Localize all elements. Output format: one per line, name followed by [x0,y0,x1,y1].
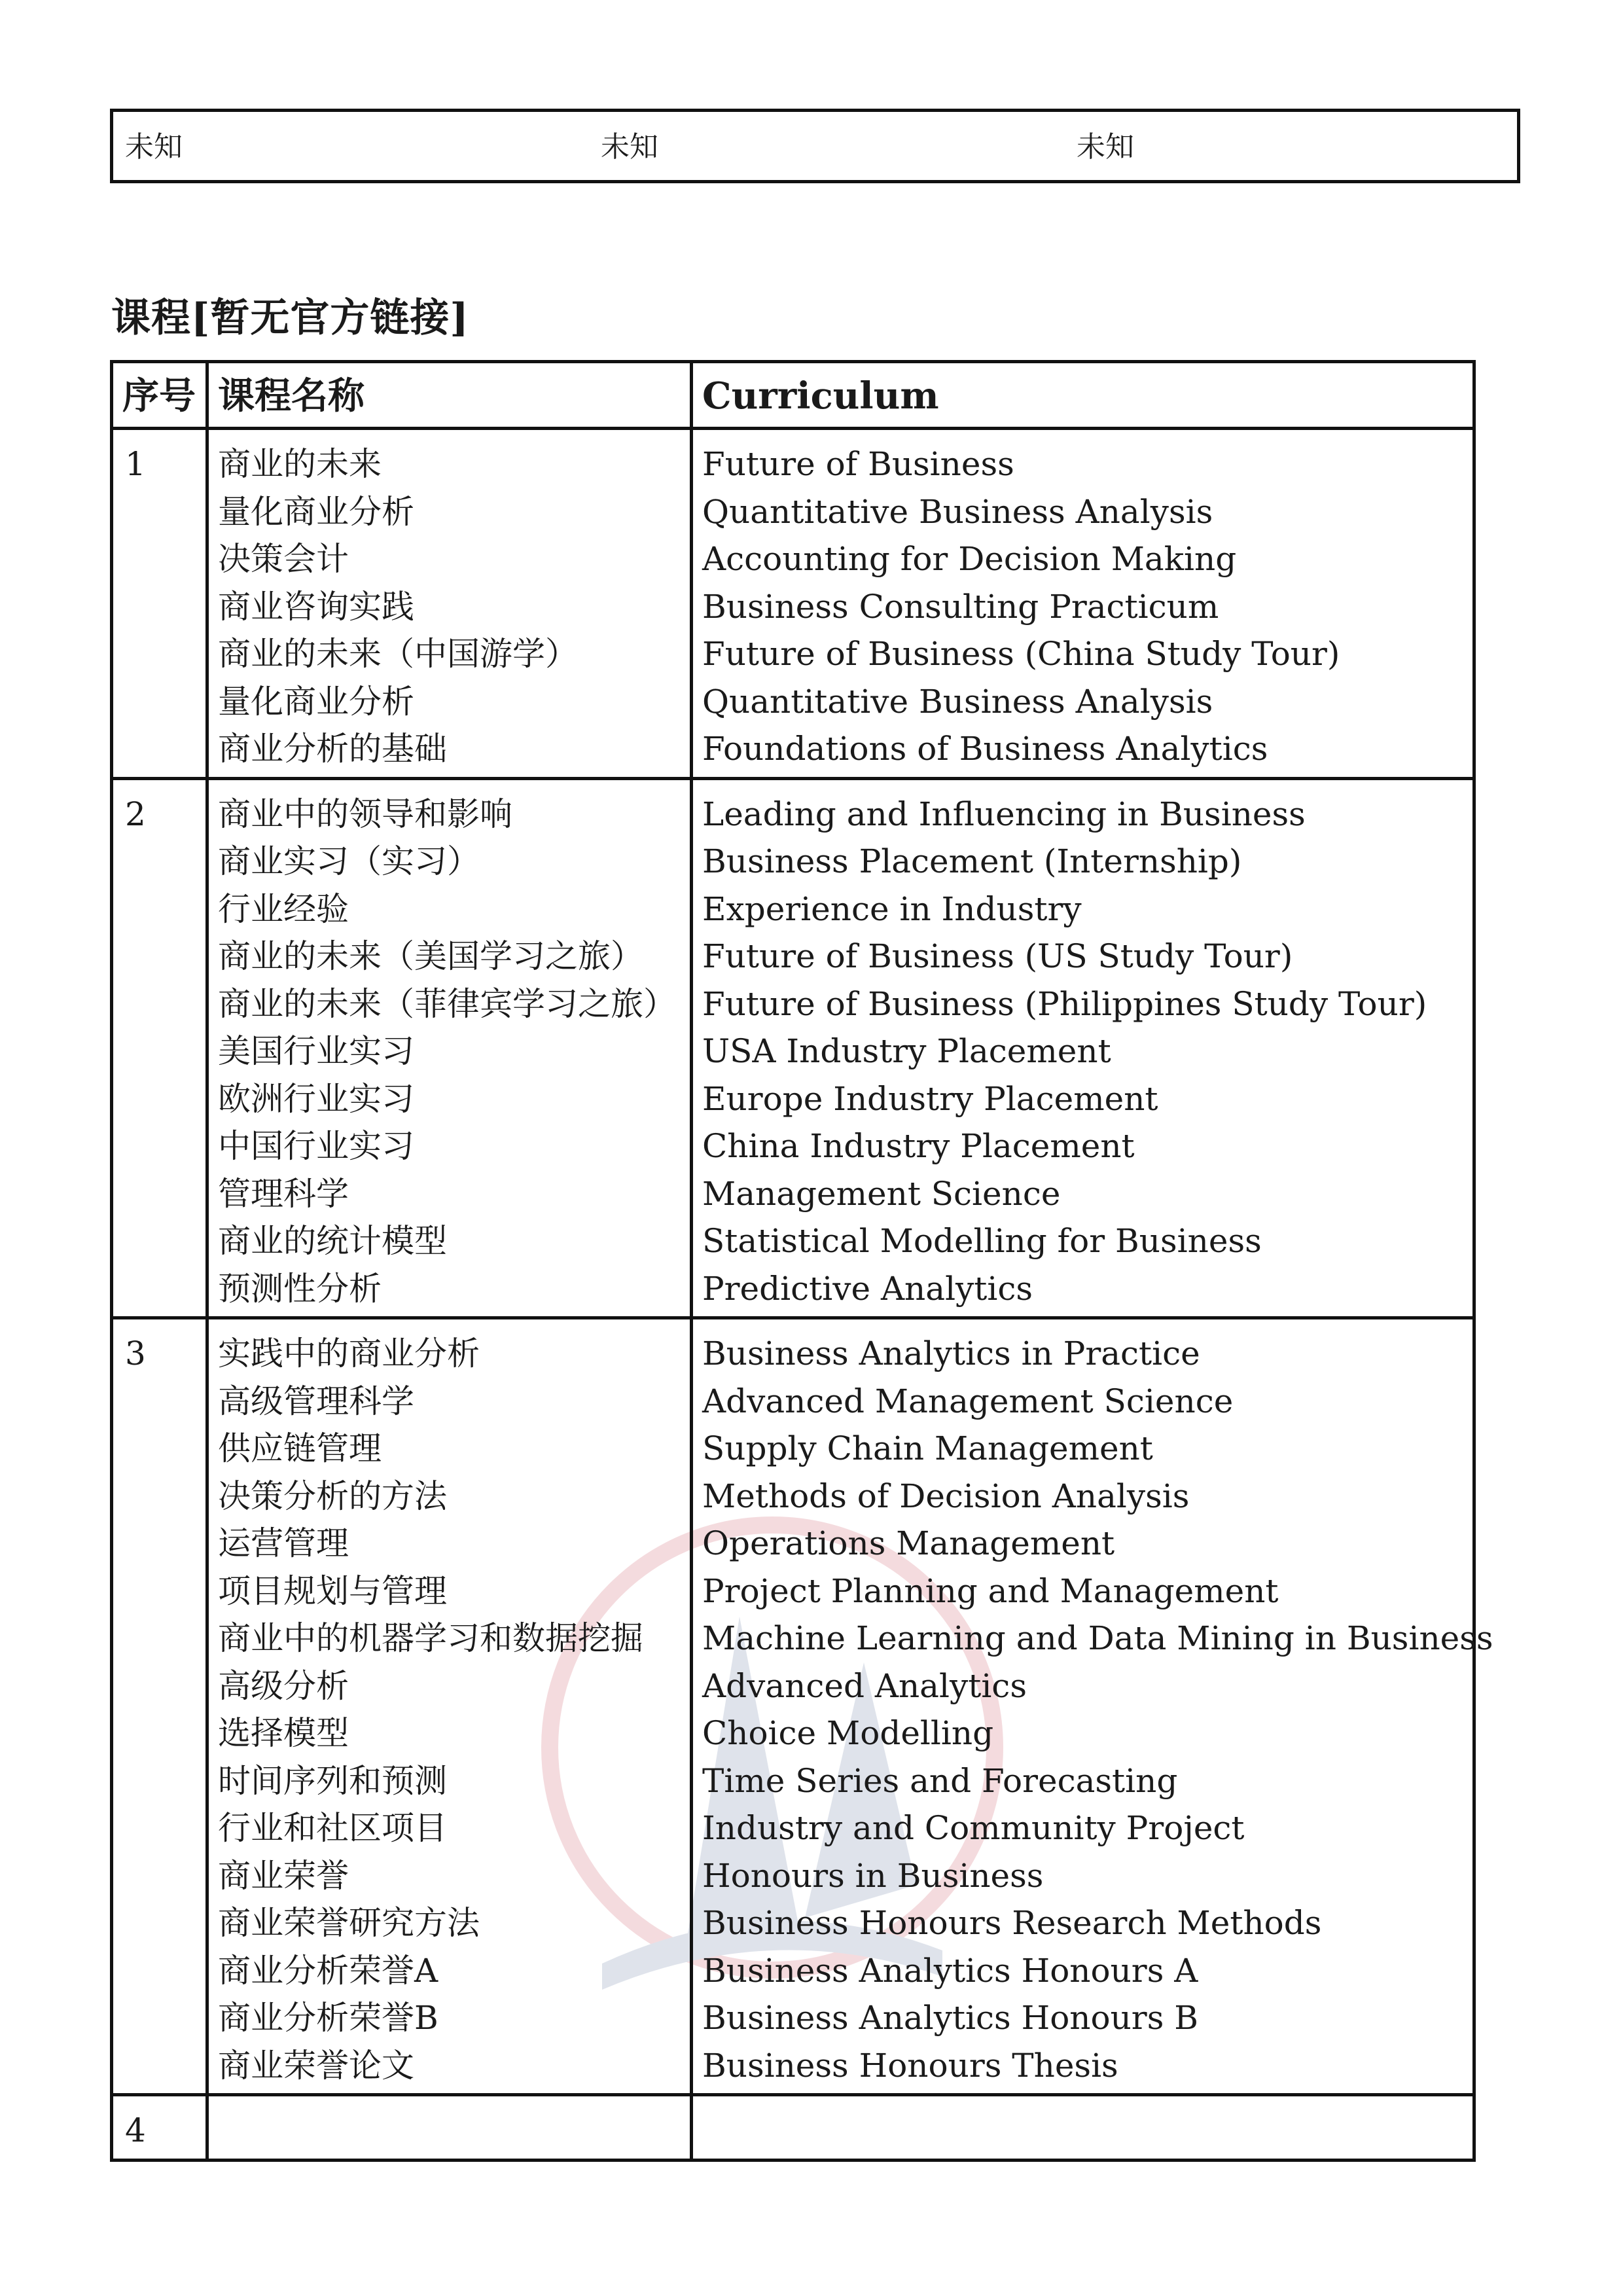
course-name-cn: 商业中的机器学习和数据挖掘 [218,1619,643,1657]
course-name-en: Foundations of Business Analytics [702,730,1268,768]
course-name-cn: 美国行业实习 [218,1032,414,1070]
row-number: 1 [112,429,207,779]
course-name-en: Management Science [702,1174,1061,1213]
course-name-cell [207,778,692,1318]
course-name-cn: 量化商业分析 [218,492,414,531]
course-name-en: Advanced Management Science [702,1382,1234,1420]
course-name-cn: 商业的未来（中国游学） [218,635,578,673]
unknown-info-box [110,109,1520,183]
course-name-en: Future of Business (US Study Tour) [702,937,1293,975]
course-name-cn: 选择模型 [218,1714,349,1752]
course-name-cn: 实践中的商业分析 [218,1335,480,1372]
course-name-cn: 商业荣誉研究方法 [218,1904,480,1942]
course-name-en: Honours in Business [702,1856,1044,1895]
course-name-cn: 商业分析荣誉B [218,1999,438,2037]
unknown-value-1: 未知 [125,130,183,164]
course-name-cn: 高级管理科学 [218,1382,414,1420]
course-name-cn: 商业的未来（菲律宾学习之旅） [218,984,676,1023]
course-name-cn: 商业荣誉 [218,1856,349,1895]
course-name-en: Experience in Industry [702,889,1082,928]
course-name-en: Business Honours Research Methods [702,1904,1322,1942]
header-course-name: 课程名称 [207,362,692,429]
table-row [112,2095,1474,2161]
course-name-cell [207,1318,692,2095]
course-name-cn: 商业的未来 [218,445,382,483]
course-name-en: Industry and Community Project [702,1809,1245,1847]
course-name-cn: 商业分析荣誉A [218,1951,438,1990]
course-name-en: Machine Learning and Data Mining in Business [702,1619,1493,1657]
course-name-en: Future of Business (China Study Tour) [702,635,1340,673]
curriculum-cell [692,1318,1493,2095]
course-name-cn: 商业中的领导和影响 [218,795,512,833]
course-name-cn: 行业经验 [218,889,349,928]
row-number: 4 [112,2095,207,2161]
course-name-cn: 预测性分析 [218,1269,382,1308]
table-header-row [112,362,1474,429]
curriculum-cell [692,778,1474,1318]
curriculum-cell [692,2095,1474,2161]
course-name-cell [207,429,692,779]
row-number: 2 [112,778,207,1318]
course-name-en: Future of Business (Philippines Study Tour) [702,984,1427,1023]
course-name-cn: 高级分析 [218,1666,349,1705]
course-name-cn: 项目规划与管理 [218,1571,447,1610]
course-name-en: USA Industry Placement [702,1032,1111,1070]
course-name-en: Predictive Analytics [702,1269,1033,1308]
course-name-cn: 商业咨询实践 [218,587,414,626]
course-name-en: Methods of Decision Analysis [702,1477,1190,1515]
course-name-en: China Industry Placement [702,1127,1135,1165]
table-body [112,429,1493,2161]
course-name-en: Business Analytics Honours B [702,1999,1199,2037]
course-name-en: Business Placement (Internship) [702,842,1242,880]
course-name-cn: 运营管理 [218,1524,349,1562]
course-name-cn: 中国行业实习 [218,1127,414,1165]
course-name-en: Choice Modelling [702,1714,994,1752]
course-name-cn: 决策分析的方法 [218,1477,447,1515]
course-name-cn: 商业分析的基础 [218,730,447,768]
table-row [112,1318,1474,2095]
unknown-value-3: 未知 [1077,130,1134,164]
course-name-en: Accounting for Decision Making [702,540,1237,578]
course-name-en: Supply Chain Management [702,1429,1153,1467]
course-name-cn: 供应链管理 [218,1429,382,1467]
course-name-cn: 管理科学 [218,1174,349,1213]
course-name-en: Business Consulting Practicum [702,587,1219,626]
course-name-en: Project Planning and Management [702,1571,1279,1610]
course-name-en: Europe Industry Placement [702,1079,1158,1118]
course-name-en: Leading and Influencing in Business [702,795,1306,833]
course-name-cn: 决策会计 [218,540,349,578]
course-name-cn: 量化商业分析 [218,682,414,721]
section-title-curriculum: 课程[暂无官方链接] [111,295,469,341]
course-name-en: Advanced Analytics [702,1666,1027,1705]
header-curriculum: Curriculum [692,362,1474,429]
course-name-cn: 欧洲行业实习 [218,1079,414,1118]
course-name-cn: 商业荣誉论文 [218,2046,414,2085]
course-name-en: Future of Business [702,445,1014,483]
course-name-en: Business Honours Thesis [702,2046,1118,2085]
course-name-en: Operations Management [702,1524,1115,1562]
course-name-cn: 商业的未来（美国学习之旅） [218,937,643,975]
table-row [112,429,1474,779]
course-name-cn: 时间序列和预测 [218,1761,447,1800]
course-name-en: Business Analytics Honours A [702,1951,1198,1990]
course-name-en: Business Analytics in Practice [702,1335,1200,1372]
unknown-value-2: 未知 [601,130,658,164]
course-name-cn: 商业的统计模型 [218,1222,447,1260]
course-name-cell [207,2095,692,2161]
course-name-en: Time Series and Forecasting [702,1761,1178,1800]
table-row [112,778,1474,1318]
course-name-en: Quantitative Business Analysis [702,492,1213,531]
curriculum-table [110,360,1493,2162]
course-name-en: Statistical Modelling for Business [702,1222,1262,1260]
row-number: 3 [112,1318,207,2095]
header-no: 序号 [112,362,207,429]
course-name-cn: 商业实习（实习） [218,842,480,880]
course-name-en: Quantitative Business Analysis [702,682,1213,721]
curriculum-cell [692,429,1474,779]
course-name-cn: 行业和社区项目 [218,1809,447,1847]
